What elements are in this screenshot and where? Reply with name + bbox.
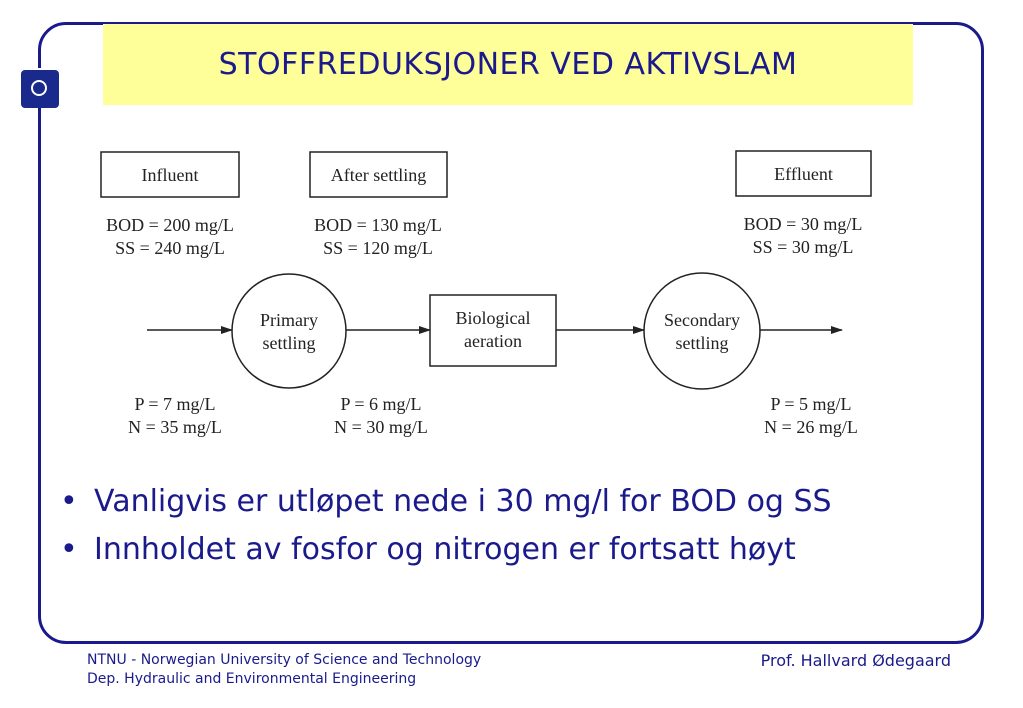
footer-institution-line1: NTNU - Norwegian University of Science and Technology [87, 652, 482, 668]
biological-aeration-line2: aeration [464, 331, 522, 351]
biological-aeration-line1: Biological [455, 308, 531, 328]
after-settling-n: N = 30 mg/L [334, 417, 428, 437]
primary-settling-tank [232, 274, 346, 388]
effluent-p: P = 5 mg/L [770, 394, 852, 414]
influent-ss: SS = 240 mg/L [115, 238, 225, 258]
after-settling-bod: BOD = 130 mg/L [314, 215, 442, 235]
bullet-item [60, 526, 832, 574]
influent-p: P = 7 mg/L [134, 394, 216, 414]
footer-institution-line2: Dep. Hydraulic and Environmental Engineering [87, 671, 417, 687]
bullet-item [60, 478, 832, 526]
secondary-settling-line1: Secondary [664, 310, 740, 330]
primary-settling-line1: Primary [260, 310, 318, 330]
secondary-settling-line2: settling [675, 333, 729, 353]
after-settling-label: After settling [330, 165, 427, 185]
primary-settling-line2: settling [262, 333, 316, 353]
bullet-text: Vanligvis er utløpet nede i 30 mg/l for BOD og SS [94, 484, 832, 519]
secondary-settling-tank [644, 273, 760, 389]
influent-label: Influent [141, 165, 199, 185]
effluent-bod: BOD = 30 mg/L [743, 214, 863, 234]
bullet-text: Innholdet av fosfor og nitrogen er fortsatt høyt [94, 532, 796, 567]
after-settling-ss: SS = 120 mg/L [323, 238, 433, 258]
footer-author: Prof. Hallvard Ødegaard [760, 651, 951, 670]
bullet-marker: • [60, 484, 78, 519]
influent-n: N = 35 mg/L [128, 417, 222, 437]
effluent-n: N = 26 mg/L [764, 417, 858, 437]
bullet-list [60, 478, 832, 574]
influent-bod: BOD = 200 mg/L [106, 215, 234, 235]
effluent-label: Effluent [774, 164, 833, 184]
footer-institution [87, 651, 481, 689]
effluent-ss: SS = 30 mg/L [752, 237, 854, 257]
after-settling-p: P = 6 mg/L [340, 394, 422, 414]
bullet-marker: • [60, 532, 78, 567]
slide-title: STOFFREDUKSJONER VED AKTIVSLAM [218, 47, 798, 82]
